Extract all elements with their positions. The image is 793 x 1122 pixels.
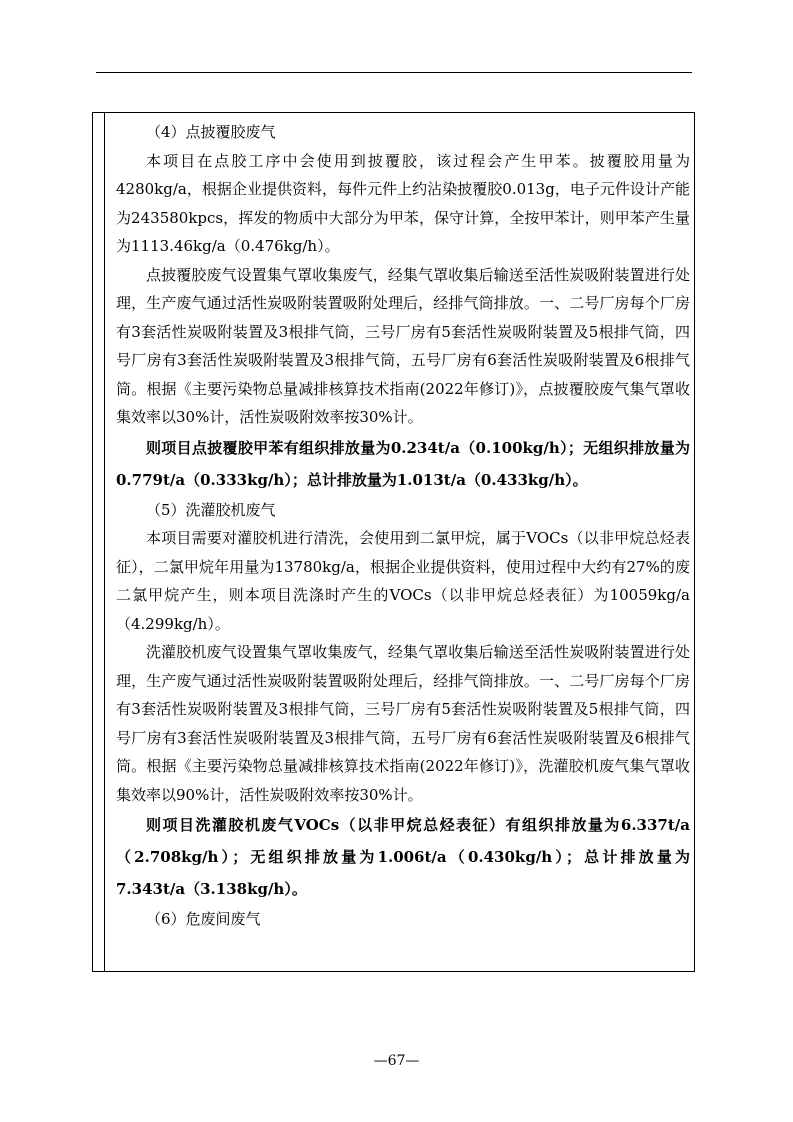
table-left-column-line: [104, 112, 105, 972]
paragraph: 洗灌胶机废气设置集气罩收集废气，经集气罩收集后输送至活性炭吸附装置进行处理，生产废气通过活性炭吸附装置吸附处理后，经排气筒排放。一、二号厂房每个厂房有3套活性炭吸附装置及3根排气筒，三号厂房有5套活性炭吸附装置及5根排气筒，四号厂房有3套活性炭吸附装置及3根排气筒，五号厂房有6套活性炭吸附装置及6根排气筒。根据《主要污染物总量减排核算技术指南(2022年修订)》，洗灌胶机废气集气罩收集效率以90%计，活性炭吸附效率按30%计。: [116, 643, 690, 804]
section-heading-5: （5）洗灌胶机废气: [146, 500, 276, 519]
emission-summary: 则项目点披覆胶甲苯有组织排放量为0.234t/a（0.100kg/h）；无组织排放量为0.779t/a（0.333kg/h）；总计排放量为1.013t/a（0.433kg/h）。: [116, 438, 690, 489]
emission-summary: 则项目洗灌胶机废气VOCs（以非甲烷总烃表征）有组织排放量为6.337t/a（2.708kg/h）；无组织排放量为1.006t/a（0.430kg/h）；总计排放量为7.343t/a（3.138kg/h）。: [116, 816, 690, 898]
header-rule: [96, 72, 692, 73]
document-body: [116, 118, 690, 934]
paragraph: 本项目在点胶工序中会使用到披覆胶，该过程会产生甲苯。披覆胶用量为4280kg/a，根据企业提供资料，每件元件上约沾染披覆胶0.013g，电子元件设计产能为243580kpcs，挥发的物质中大部分为甲苯，保守计算，全按甲苯计，则甲苯产生量为1113.46kg/a（0.476kg/h）。: [116, 151, 690, 255]
paragraph: 本项目需要对灌胶机进行清洗，会使用到二氯甲烷，属于VOCs（以非甲烷总烃表征），二氯甲烷年用量为13780kg/a，根据企业提供资料，使用过程中大约有27%的废二氯甲烷产生，则本项目洗涤时产生的VOCs（以非甲烷总烃表征）为10059kg/a（4.299kg/h）。: [116, 529, 690, 633]
paragraph: 点披覆胶废气设置集气罩收集废气，经集气罩收集后输送至活性炭吸附装置进行处理，生产废气通过活性炭吸附装置吸附处理后，经排气筒排放。一、二号厂房每个厂房有3套活性炭吸附装置及3根排气筒，三号厂房有5套活性炭吸附装置及5根排气筒，四号厂房有3套活性炭吸附装置及3根排气筒，五号厂房有6套活性炭吸附装置及6根排气筒。根据《主要污染物总量减排核算技术指南(2022年修订)》，点披覆胶废气集气罩收集效率以30%计，活性炭吸附效率按30%计。: [116, 265, 690, 426]
section-heading-6: （6）危废间废气: [146, 910, 261, 928]
section-heading-4: （4）点披覆胶废气: [146, 123, 276, 141]
page-number: —67—: [373, 1053, 420, 1069]
